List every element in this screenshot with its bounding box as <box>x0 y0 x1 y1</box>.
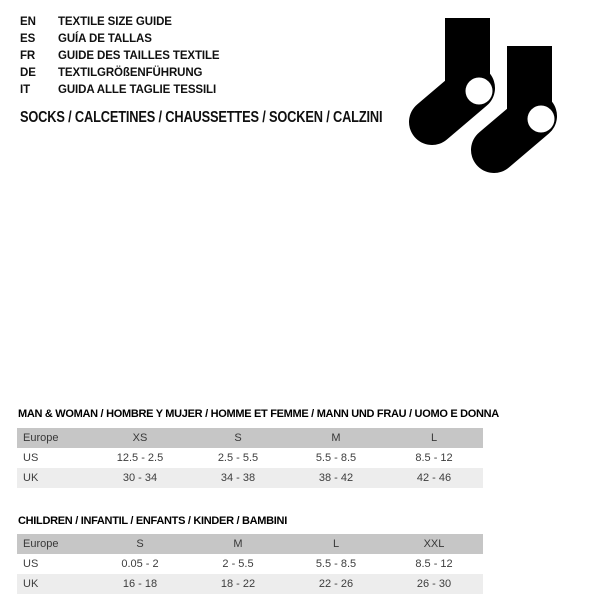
value-cell: 2.5 - 5.5 <box>217 452 259 464</box>
value-cell: 38 - 42 <box>318 472 354 484</box>
language-label: TEXTILE SIZE GUIDE <box>58 16 172 28</box>
column-header-l: L <box>430 432 438 444</box>
column-header-europe: Europe <box>23 538 59 550</box>
language-row-es <box>20 31 220 48</box>
value-cell: 0.05 - 2 <box>121 558 159 570</box>
column-header-xs: XS <box>132 432 148 444</box>
value-cell: 18 - 22 <box>220 578 256 590</box>
table-title-children: CHILDREN / INFANTIL / ENFANTS / KINDER / BAMBINI <box>18 515 287 527</box>
socks-icon <box>403 14 563 178</box>
sock-back <box>432 18 493 122</box>
language-list <box>20 14 220 99</box>
language-label: TEXTILGRÖßENFÜHRUNG <box>58 67 203 79</box>
table-header-row <box>17 534 483 554</box>
language-label: GUIDA ALLE TAGLIE TESSILI <box>58 84 217 96</box>
value-cell: 5.5 - 8.5 <box>315 452 357 464</box>
language-code: EN <box>20 16 36 28</box>
language-row-de <box>20 65 220 82</box>
table-header-row <box>17 428 483 448</box>
region-cell: UK <box>23 472 39 484</box>
value-cell: 2 - 5.5 <box>222 558 254 570</box>
language-row-fr <box>20 48 220 65</box>
table-row-uk <box>17 468 483 488</box>
language-code: FR <box>20 50 36 62</box>
size-table-man-woman <box>17 428 483 488</box>
column-header-m: M <box>233 538 243 550</box>
language-row-en <box>20 14 220 31</box>
table-title-man-woman: MAN & WOMAN / HOMBRE Y MUJER / HOMME ET FEMME / MANN UND FRAU / UOMO E DONNA <box>18 408 499 420</box>
value-cell: 12.5 - 2.5 <box>116 452 164 464</box>
value-cell: 22 - 26 <box>318 578 354 590</box>
value-cell: 8.5 - 12 <box>415 558 453 570</box>
region-cell: UK <box>23 578 39 590</box>
column-header-xxl: XXL <box>423 538 445 550</box>
value-cell: 26 - 30 <box>416 578 452 590</box>
value-cell: 30 - 34 <box>122 472 158 484</box>
region-cell: US <box>23 452 39 464</box>
column-header-l: L <box>332 538 340 550</box>
table-row-us <box>17 554 483 574</box>
value-cell: 42 - 46 <box>416 472 452 484</box>
value-cell: 16 - 18 <box>122 578 158 590</box>
table-row-uk <box>17 574 483 594</box>
category-title: SOCKS / CALCETINES / CHAUSSETTES / SOCKEN / CALZINI <box>20 109 383 126</box>
column-header-europe: Europe <box>23 432 59 444</box>
column-header-s: S <box>136 538 144 550</box>
size-table-children <box>17 534 483 594</box>
table-row-us <box>17 448 483 468</box>
value-cell: 34 - 38 <box>220 472 256 484</box>
language-label: GUIDE DES TAILLES TEXTILE <box>58 50 220 62</box>
language-code: DE <box>20 67 36 79</box>
column-header-m: M <box>331 432 341 444</box>
language-row-it <box>20 82 220 99</box>
value-cell: 8.5 - 12 <box>415 452 453 464</box>
value-cell: 5.5 - 8.5 <box>315 558 357 570</box>
language-label: GUÍA DE TALLAS <box>58 33 152 45</box>
column-header-s: S <box>234 432 242 444</box>
region-cell: US <box>23 558 39 570</box>
language-code: ES <box>20 33 36 45</box>
language-code: IT <box>20 84 31 96</box>
